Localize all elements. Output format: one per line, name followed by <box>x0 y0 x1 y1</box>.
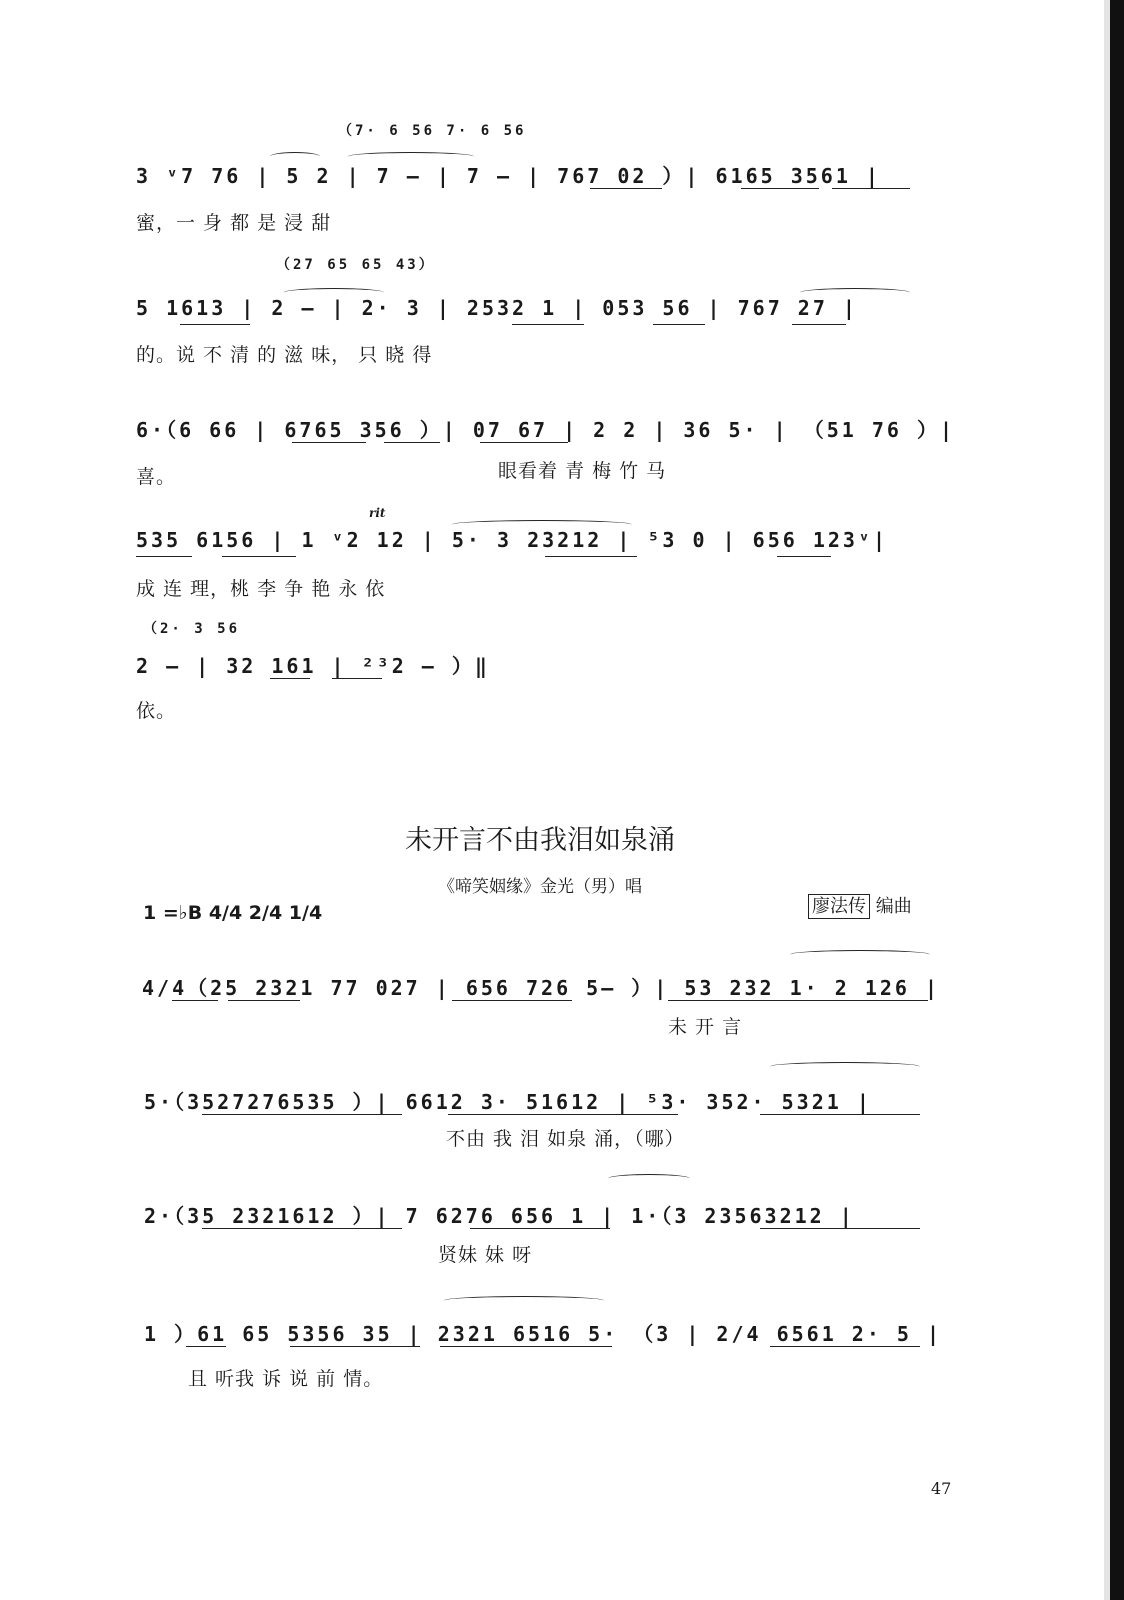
slur <box>608 1174 690 1183</box>
underline <box>202 1114 402 1115</box>
composer-role: 编曲 <box>875 896 912 917</box>
scan-edge <box>1110 0 1124 1600</box>
slur <box>348 152 474 161</box>
lyric-line-2: 的。说 不 清 的 滋 味， 只 晓 得 <box>136 344 433 366</box>
grace-notes-2: （27 65 65 43） <box>276 257 436 273</box>
lyric-line-5: 依。 <box>136 700 177 722</box>
underline <box>832 188 910 189</box>
underline <box>290 1346 420 1347</box>
tempo-marking: rit <box>369 506 386 520</box>
underline <box>440 1346 612 1347</box>
lyric-line-1: 蜜，一 身 都 是 浸 甜 <box>136 212 332 234</box>
underline <box>228 1000 300 1001</box>
composer-credit <box>808 892 912 918</box>
notation-line-5: 2 – | 32 161 | ²³2 – ）‖ <box>136 654 490 678</box>
underline <box>136 556 192 557</box>
notation-line-6: 4/4（25 2321 77 027 | 656 726 5– ）| 53 232 1· 2 126 | <box>142 976 941 1000</box>
underline <box>452 1000 572 1001</box>
underline <box>668 1000 928 1001</box>
underline <box>384 442 440 443</box>
underline <box>180 324 250 325</box>
notation-line-7: 5·（3527276535 ）| 6612 3· 51612 | ⁵3· 352· 5321 | <box>144 1090 872 1114</box>
underline <box>760 1114 920 1115</box>
underline <box>590 188 662 189</box>
lyric-line-4: 成 连 理，桃 李 争 艳 永 依 <box>136 578 386 600</box>
lyric-line-6: 未 开 言 <box>668 1016 743 1038</box>
underline <box>545 556 637 557</box>
slur <box>800 288 910 297</box>
slur <box>444 1296 604 1305</box>
underline <box>172 1000 218 1001</box>
underline <box>480 442 568 443</box>
underline <box>653 324 705 325</box>
song-title: 未开言不由我泪如泉涌 <box>405 825 675 856</box>
underline <box>760 1228 920 1229</box>
slur <box>770 1062 920 1071</box>
slur <box>790 950 930 959</box>
underline <box>448 1114 678 1115</box>
page-number: 47 <box>931 1479 952 1498</box>
notation-line-8: 2·（35 2321612 ）| 7 6276 656 1 | 1·（3 23563212 | <box>144 1204 855 1228</box>
slur <box>452 520 632 529</box>
underline <box>292 442 366 443</box>
notation-line-4: 535 6156 | 1 ᵛ2 12 | 5· 3 23212 | ⁵3 0 | 656 123ᵛ| <box>136 528 889 552</box>
composer-name: 廖法传 <box>808 894 870 919</box>
grace-notes-1: （7· 6 56 7· 6 56 <box>338 123 527 139</box>
underline <box>792 324 846 325</box>
underline <box>332 678 382 679</box>
slur <box>284 288 384 297</box>
notation-line-1: 3 ᵛ7 76 | 5 2 | 7 – | 7 – | 767 02 ）| 6165 3561 | <box>136 164 881 188</box>
underline <box>777 556 831 557</box>
underline <box>770 1346 920 1347</box>
underline <box>186 1346 226 1347</box>
underline <box>741 188 819 189</box>
lyric-line-7: 不由 我 泪 如泉 涌，（哪） <box>446 1128 685 1150</box>
lyric-line-3: 喜。 <box>136 466 177 488</box>
notation-line-3: 6·（6 66 | 6765 356 ）| 07 67 | 2 2 | 36 5· | （51 76 ）| <box>136 418 956 442</box>
underline <box>512 324 584 325</box>
notation-line-9: 1 ）61 65 5356 35 | 2321 6516 5· （3 | 2/4 6561 2· 5 | <box>144 1322 943 1346</box>
underline <box>470 1228 610 1229</box>
grace-notes-5: （2· 3 56 <box>143 621 241 637</box>
notation-line-2: 5 1613 | 2 – | 2· 3 | 2532 1 | 053 56 | 767 27 | <box>136 296 858 320</box>
underline <box>202 1228 402 1229</box>
underline <box>222 556 296 557</box>
underline <box>270 678 310 679</box>
slur <box>270 152 320 161</box>
key-signature: 1 =♭B 4/4 2/4 1/4 <box>143 902 323 924</box>
lyric-line-3b: 眼看着 青 梅 竹 马 <box>498 460 667 482</box>
lyric-line-9: 且 听我 诉 说 前 情。 <box>188 1368 384 1390</box>
lyric-line-8: 贤妹 妹 呀 <box>438 1244 533 1266</box>
song-subtitle: 《啼笑姻缘》金光（男）唱 <box>438 877 642 897</box>
